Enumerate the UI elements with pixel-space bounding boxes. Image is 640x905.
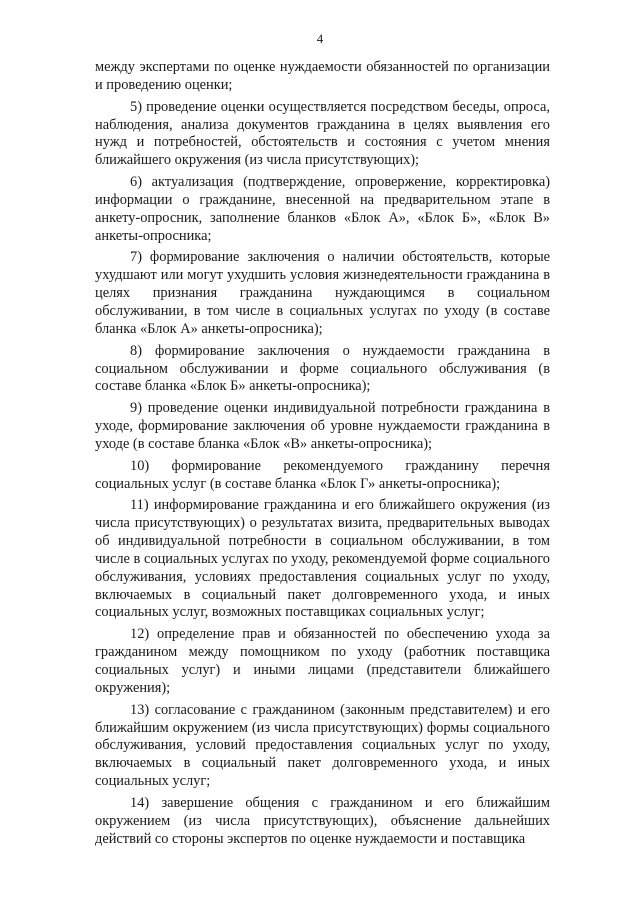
paragraph-item-10: 10) формирование рекомендуемого гражданину перечня социальных услуг (в составе бланка «Блок Г» анкеты-опросника); xyxy=(95,457,550,492)
paragraph-item-5: 5) проведение оценки осуществляется посредством беседы, опроса, наблюдения, анализа документов гражданина в целях выявления его нужд и потребностей, обстоятельств и состояния с учетом мнения ближайшего окружения (из числа присутствующих); xyxy=(95,98,550,169)
paragraph-continuation: между экспертами по оценке нуждаемости обязанностей по организации и проведению оценки; xyxy=(95,59,550,93)
paragraph-item-14: 14) завершение общения с гражданином и его ближайшим окружением (из числа присутствующих), объяснение дальнейших действий со стороны экспертов по оценке нуждаемости и поставщика xyxy=(95,794,550,847)
paragraph-item-11: 11) информирование гражданина и его ближайшего окружения (из числа присутствующих) о результатах визита, предварительных выводах об индивидуальной потребности в социальном обслуживании, в том числе в социальных услугах по уходу, рекомендуемой форме социального обслуживания, условиях предоставления социальных услуг по уходу, включаемых в социальный пакет долговременного ухода, и иных социальных услуг, возможных поставщиках социальных услуг; xyxy=(95,497,550,621)
paragraph-item-13: 13) согласование с гражданином (законным представителем) и его ближайшим окружением (из числа присутствующих) формы социального обслуживания, условий предоставления социальных услуг по уходу, включаемых в социальный пакет долговременного ухода, и иных социальных услуг; xyxy=(95,701,550,790)
paragraph-item-9: 9) проведение оценки индивидуальной потребности гражданина в уходе, формирование заключения об уровне нуждаемости гражданина в уходе (в составе бланка «Блок «В» анкеты-опросника); xyxy=(95,400,550,452)
page-number: 4 xyxy=(316,31,324,46)
paragraph-item-8: 8) формирование заключения о нуждаемости гражданина в социальном обслуживании и форме социального обслуживания (в составе бланка «Блок Б» анкеты-опросника); xyxy=(95,342,550,395)
paragraph-item-6: 6) актуализация (подтверждение, опровержение, корректировка) информации о гражданине, внесенной на предварительном этапе в анкету-опросник, заполнение бланков «Блок А», «Блок Б», «Блок В» анкеты-опросника; xyxy=(95,174,550,244)
paragraph-item-12: 12) определение прав и обязанностей по обеспечению ухода за гражданином между помощником по уходу (работник поставщика социальных услуг) и иными лицами (представители ближайшего окружения); xyxy=(95,626,550,696)
paragraph-item-7: 7) формирование заключения о наличии обстоятельств, которые ухудшают или могут ухудшить условия жизнедеятельности гражданина в целях признания гражданина нуждающимся в социальном обслуживании, в том числе в социальных услугах по уходу (в составе бланка «Блок А» анкеты-опросника); xyxy=(95,249,550,337)
document-body xyxy=(95,59,550,852)
